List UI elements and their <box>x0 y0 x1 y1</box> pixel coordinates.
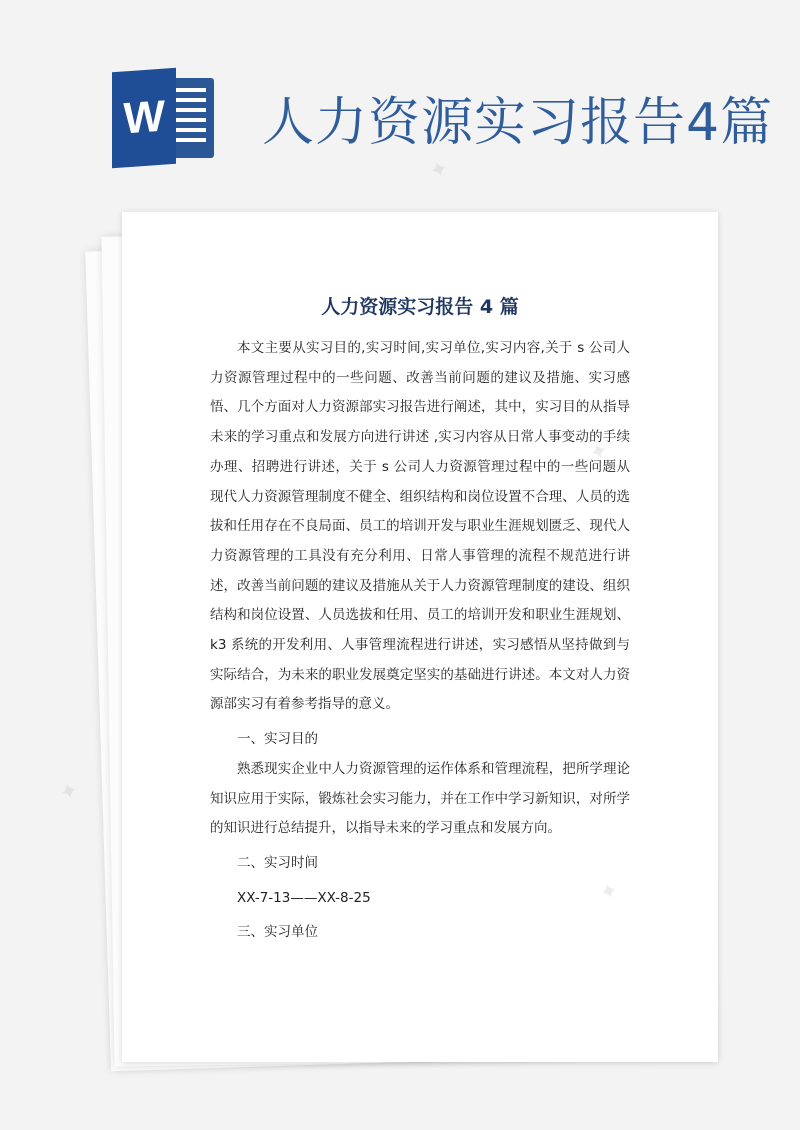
watermark-2: ✦ <box>586 437 612 468</box>
watermark-3: ✦ <box>56 777 82 808</box>
paragraph-time: XX-7-13——XX-8-25 <box>237 889 371 906</box>
document-body <box>210 334 630 948</box>
paragraph-purpose: 熟悉现实企业中人力资源管理的运作体系和管理流程，把所学理论知识应用于实际，锻炼社会实习能力，并在工作中学习新知识，对所学的知识进行总结提升，以指导未来的学习重点和发展方向。 <box>210 760 630 837</box>
section-heading-purpose: 一、实习目的 <box>237 731 318 748</box>
paragraph-intro: 本文主要从实习目的,实习时间,实习单位,实习内容,关于 s 公司人力资源管理过程中的一些问题、改善当前问题的建议及措施、实习感悟、几个方面对人力资源部实习报告进行阐述，其中，实习目的从指导未来的学习重点和发展方向进行讲述 ,实习内容从日常人事变动的手续办理、招聘进行讲述，关于 s 公司人力资源管理过程中的一些问题从现代人力资源管理制度不健全、组织结构和岗位设置不合理、人员的选拔和任用存在不良局面、员工的培训开发与职业生涯规划匮乏、现代人力资源管理的工具没有充分利用、日常人事管理的流程不规范进行讲述，改善当前问题的建议及措施从关于人力资源管理制度的建设、组织结构和岗位设置、人员选拔和任用、员工的培训开发和职业生涯规划、k3 系统的开发利用、人事管理流程进行讲述，实习感悟从坚持做到与实际结合，为未来的职业发展奠定坚实的基础进行讲述。本文对人力资源部实习有着参考指导的意义。 <box>210 340 630 713</box>
document-page <box>122 212 718 1062</box>
word-icon-lines <box>174 88 206 148</box>
header <box>0 0 800 210</box>
watermark-4: ✦ <box>596 877 622 908</box>
word-icon-badge: W <box>112 68 176 168</box>
watermark-1: ✦ <box>426 155 452 186</box>
word-document-icon <box>112 70 214 166</box>
document-title: 人力资源实习报告 4 篇 <box>321 296 519 318</box>
section-heading-unit: 三、实习单位 <box>237 924 318 941</box>
section-heading-time: 二、实习时间 <box>237 854 318 871</box>
page-title: 人力资源实习报告4篇 <box>262 93 774 153</box>
